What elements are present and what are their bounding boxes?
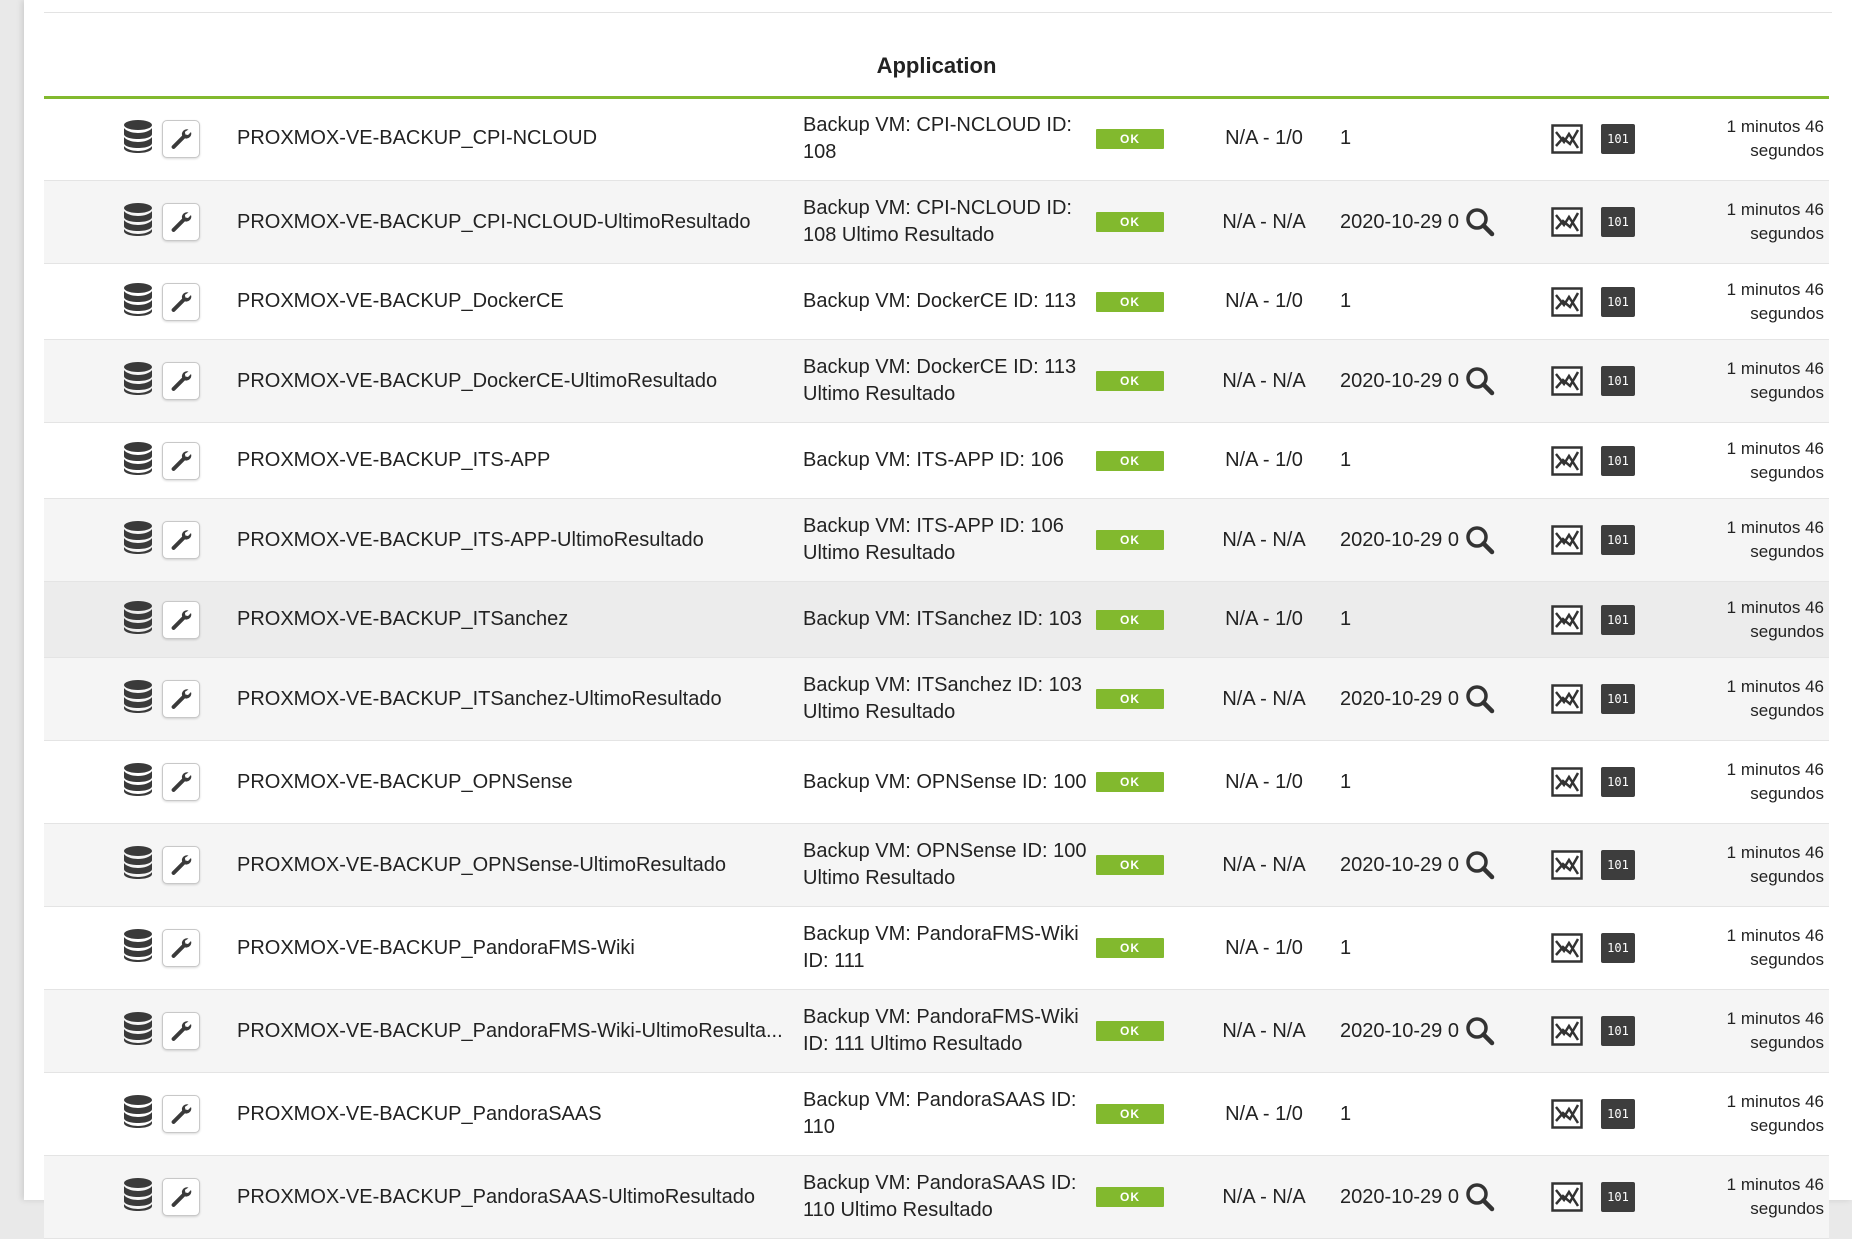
search-icon[interactable] — [1465, 1182, 1495, 1212]
thresholds: N/A - 1/0 — [1225, 608, 1303, 630]
data-value: 2020-10-29 0 — [1340, 1019, 1459, 1042]
row-icons — [122, 582, 212, 657]
last-contact — [1684, 181, 1824, 263]
wrench-icon[interactable] — [162, 362, 200, 400]
last-contact — [1684, 824, 1824, 906]
database-icon — [122, 679, 154, 719]
table-row — [44, 907, 1829, 990]
row-icons — [122, 97, 212, 180]
last-contact — [1684, 658, 1824, 740]
raw-data-icon[interactable]: 101 — [1601, 366, 1635, 396]
wrench-icon[interactable] — [162, 601, 200, 639]
module-description: Backup VM: ITS-APP ID: 106 Ultimo Resultado — [803, 515, 1064, 564]
last-contact — [1684, 990, 1824, 1072]
database-icon — [122, 928, 154, 968]
status-badge: OK — [1096, 530, 1164, 550]
status-cell — [1095, 423, 1165, 498]
module-name[interactable]: PROXMOX-VE-BACKUP_DockerCE — [237, 290, 564, 312]
last-contact-text: 1 minutos 46 segundos — [1726, 926, 1824, 969]
database-icon — [122, 520, 154, 560]
thresholds: N/A - 1/0 — [1225, 290, 1303, 312]
table-row — [44, 181, 1829, 264]
module-description: Backup VM: CPI-NCLOUD ID: 108 — [803, 113, 1072, 163]
wrench-icon[interactable] — [162, 929, 200, 967]
row-actions — [1551, 1073, 1651, 1155]
row-actions — [1551, 340, 1651, 422]
module-name[interactable]: PROXMOX-VE-BACKUP_PandoraFMS-Wiki-UltimoResulta... — [237, 1019, 783, 1042]
graph-icon[interactable] — [1551, 850, 1583, 880]
table-row — [44, 1156, 1829, 1239]
raw-data-icon[interactable]: 101 — [1601, 850, 1635, 880]
thresholds: N/A - N/A — [1222, 210, 1306, 233]
module-description: Backup VM: OPNSense ID: 100 Ultimo Resultado — [803, 840, 1087, 889]
module-description: Backup VM: DockerCE ID: 113 — [803, 290, 1077, 312]
row-icons — [122, 907, 212, 989]
last-contact — [1684, 340, 1824, 422]
database-icon — [122, 441, 154, 481]
database-icon — [122, 762, 154, 802]
data-cell — [1340, 824, 1520, 906]
graph-icon[interactable] — [1551, 1099, 1583, 1129]
thresholds: N/A - N/A — [1222, 528, 1306, 551]
table-row — [44, 97, 1829, 181]
graph-icon[interactable] — [1551, 525, 1583, 555]
last-contact-text: 1 minutos 46 segundos — [1726, 760, 1824, 803]
row-icons — [122, 1156, 212, 1238]
data-value: 2020-10-29 0 — [1340, 528, 1459, 551]
thresholds: N/A - 1/0 — [1225, 127, 1303, 149]
data-cell — [1340, 658, 1520, 740]
graph-icon[interactable] — [1551, 605, 1583, 635]
module-description: Backup VM: ITSanchez ID: 103 — [803, 608, 1083, 630]
table-row — [44, 582, 1829, 658]
data-value: 1 — [1340, 127, 1352, 149]
row-actions — [1551, 1156, 1651, 1238]
status-badge: OK — [1096, 938, 1164, 958]
status-badge: OK — [1096, 212, 1164, 232]
data-cell — [1340, 582, 1520, 657]
status-cell — [1095, 1073, 1165, 1155]
status-cell — [1095, 1156, 1165, 1238]
data-cell — [1340, 1156, 1520, 1238]
table-row — [44, 741, 1829, 824]
search-icon[interactable] — [1465, 366, 1495, 396]
status-badge: OK — [1096, 610, 1164, 630]
status-badge: OK — [1096, 371, 1164, 391]
data-value: 2020-10-29 0 — [1340, 369, 1459, 392]
wrench-icon[interactable] — [162, 1178, 200, 1216]
data-value: 2020-10-29 0 — [1340, 687, 1459, 710]
search-icon[interactable] — [1465, 684, 1495, 714]
data-value: 1 — [1340, 1102, 1352, 1125]
table-row — [44, 340, 1829, 423]
last-contact-text: 1 minutos 46 segundos — [1726, 518, 1824, 561]
row-icons — [122, 741, 212, 823]
status-badge: OK — [1096, 772, 1164, 792]
wrench-icon[interactable] — [162, 120, 200, 158]
last-contact-text: 1 minutos 46 segundos — [1726, 1092, 1824, 1135]
status-cell — [1095, 658, 1165, 740]
data-value: 1 — [1340, 449, 1352, 471]
graph-icon[interactable] — [1551, 684, 1583, 714]
raw-data-icon[interactable]: 101 — [1601, 1099, 1635, 1129]
raw-data-icon[interactable]: 101 — [1601, 446, 1635, 476]
search-icon[interactable] — [1465, 525, 1495, 555]
last-contact — [1684, 741, 1824, 823]
graph-icon[interactable] — [1551, 207, 1583, 237]
status-cell — [1095, 990, 1165, 1072]
status-cell — [1095, 824, 1165, 906]
thresholds: N/A - 1/0 — [1225, 1102, 1303, 1125]
database-icon — [122, 361, 154, 401]
graph-icon[interactable] — [1551, 1016, 1583, 1046]
raw-data-icon[interactable]: 101 — [1601, 207, 1635, 237]
graph-icon[interactable] — [1551, 767, 1583, 797]
raw-data-icon[interactable]: 101 — [1601, 287, 1635, 317]
row-icons — [122, 658, 212, 740]
data-cell — [1340, 741, 1520, 823]
wrench-icon[interactable] — [162, 283, 200, 321]
raw-data-icon[interactable]: 101 — [1601, 525, 1635, 555]
graph-icon[interactable] — [1551, 446, 1583, 476]
wrench-icon[interactable] — [162, 521, 200, 559]
raw-data-icon[interactable]: 101 — [1601, 684, 1635, 714]
module-table — [44, 97, 1829, 1239]
status-cell — [1095, 264, 1165, 339]
wrench-icon[interactable] — [162, 846, 200, 884]
module-description: Backup VM: OPNSense ID: 100 — [803, 770, 1087, 793]
thresholds: N/A - N/A — [1222, 1019, 1306, 1042]
table-row — [44, 990, 1829, 1073]
last-contact-text: 1 minutos 46 segundos — [1726, 279, 1824, 323]
status-badge: OK — [1096, 129, 1164, 149]
raw-data-icon[interactable]: 101 — [1601, 933, 1635, 963]
database-icon — [122, 1094, 154, 1134]
last-contact-text: 1 minutos 46 segundos — [1726, 1009, 1824, 1052]
row-icons — [122, 499, 212, 581]
row-icons — [122, 990, 212, 1072]
status-badge: OK — [1096, 1187, 1164, 1207]
data-cell — [1340, 97, 1520, 180]
search-icon[interactable] — [1465, 207, 1495, 237]
thresholds: N/A - N/A — [1222, 1185, 1306, 1208]
row-icons — [122, 1073, 212, 1155]
data-value: 1 — [1340, 936, 1352, 959]
data-value: 2020-10-29 0 — [1340, 210, 1459, 233]
module-description: Backup VM: CPI-NCLOUD ID: 108 Ultimo Resultado — [803, 197, 1072, 246]
row-actions — [1551, 990, 1651, 1072]
module-name[interactable]: PROXMOX-VE-BACKUP_ITSanchez — [237, 608, 569, 630]
row-icons — [122, 824, 212, 906]
last-contact-text: 1 minutos 46 segundos — [1726, 597, 1824, 641]
data-cell — [1340, 181, 1520, 263]
row-actions — [1551, 582, 1651, 657]
graph-icon[interactable] — [1551, 933, 1583, 963]
status-cell — [1095, 582, 1165, 657]
table-row — [44, 423, 1829, 499]
wrench-icon[interactable] — [162, 763, 200, 801]
database-icon — [122, 202, 154, 242]
graph-icon[interactable] — [1551, 1182, 1583, 1212]
data-cell — [1340, 264, 1520, 339]
last-contact-text: 1 minutos 46 segundos — [1726, 843, 1824, 886]
database-icon — [122, 1177, 154, 1217]
database-icon — [122, 600, 154, 640]
row-actions — [1551, 658, 1651, 740]
module-name[interactable]: PROXMOX-VE-BACKUP_PandoraSAAS-UltimoResultado — [237, 1185, 755, 1208]
status-badge: OK — [1096, 855, 1164, 875]
data-cell — [1340, 990, 1520, 1072]
last-contact — [1684, 264, 1824, 339]
module-name[interactable]: PROXMOX-VE-BACKUP_CPI-NCLOUD-UltimoResultado — [237, 210, 751, 233]
status-cell — [1095, 97, 1165, 180]
row-icons — [122, 340, 212, 422]
row-icons — [122, 264, 212, 339]
module-name[interactable]: PROXMOX-VE-BACKUP_ITSanchez-UltimoResultado — [237, 687, 722, 710]
module-name[interactable]: PROXMOX-VE-BACKUP_PandoraSAAS — [237, 1102, 602, 1125]
last-contact — [1684, 499, 1824, 581]
data-cell — [1340, 340, 1520, 422]
status-badge: OK — [1096, 1021, 1164, 1041]
data-cell — [1340, 907, 1520, 989]
database-icon — [122, 282, 154, 322]
last-contact-text: 1 minutos 46 segundos — [1726, 359, 1824, 402]
thresholds: N/A - N/A — [1222, 687, 1306, 710]
module-name[interactable]: PROXMOX-VE-BACKUP_OPNSense — [237, 770, 573, 793]
graph-icon[interactable] — [1551, 287, 1583, 317]
last-contact — [1684, 423, 1824, 498]
last-contact — [1684, 97, 1824, 180]
row-actions — [1551, 264, 1651, 339]
row-actions — [1551, 907, 1651, 989]
graph-icon[interactable] — [1551, 366, 1583, 396]
row-actions — [1551, 423, 1651, 498]
row-actions — [1551, 181, 1651, 263]
wrench-icon[interactable] — [162, 680, 200, 718]
raw-data-icon[interactable]: 101 — [1601, 1016, 1635, 1046]
status-badge: OK — [1096, 1104, 1164, 1124]
table-row — [44, 499, 1829, 582]
row-actions — [1551, 824, 1651, 906]
row-icons — [122, 181, 212, 263]
table-row — [44, 658, 1829, 741]
row-icons — [122, 423, 212, 498]
raw-data-icon[interactable]: 101 — [1601, 124, 1635, 154]
graph-icon[interactable] — [1551, 124, 1583, 154]
data-value: 2020-10-29 0 — [1340, 1185, 1459, 1208]
last-contact-text: 1 minutos 46 segundos — [1726, 200, 1824, 243]
database-icon — [122, 1011, 154, 1051]
last-contact-text: 1 minutos 46 segundos — [1726, 1175, 1824, 1218]
status-badge: OK — [1096, 451, 1164, 471]
raw-data-icon[interactable]: 101 — [1601, 767, 1635, 797]
thresholds: N/A - N/A — [1222, 369, 1306, 392]
module-description: Backup VM: PandoraFMS-Wiki ID: 111 — [803, 923, 1079, 972]
wrench-icon[interactable] — [162, 442, 200, 480]
last-contact — [1684, 907, 1824, 989]
module-name[interactable]: PROXMOX-VE-BACKUP_ITS-APP — [237, 449, 551, 471]
row-actions — [1551, 499, 1651, 581]
data-value: 1 — [1340, 770, 1352, 793]
database-icon — [122, 119, 154, 159]
data-cell — [1340, 499, 1520, 581]
row-actions — [1551, 97, 1651, 180]
status-badge: OK — [1096, 292, 1164, 312]
module-name[interactable]: PROXMOX-VE-BACKUP_OPNSense-UltimoResultado — [237, 853, 727, 876]
wrench-icon[interactable] — [162, 1095, 200, 1133]
module-description: Backup VM: PandoraFMS-Wiki ID: 111 Ultimo Resultado — [803, 1006, 1079, 1055]
raw-data-icon[interactable]: 101 — [1601, 605, 1635, 635]
status-cell — [1095, 340, 1165, 422]
last-contact-text: 1 minutos 46 segundos — [1726, 677, 1824, 720]
database-icon — [122, 845, 154, 885]
top-divider — [44, 12, 1832, 13]
last-contact — [1684, 1073, 1824, 1155]
table-row — [44, 264, 1829, 340]
module-name[interactable]: PROXMOX-VE-BACKUP_ITS-APP-UltimoResultado — [237, 528, 704, 551]
table-row — [44, 824, 1829, 907]
thresholds: N/A - 1/0 — [1225, 770, 1303, 793]
module-description: Backup VM: PandoraSAAS ID: 110 — [803, 1089, 1077, 1138]
module-name[interactable]: PROXMOX-VE-BACKUP_DockerCE-UltimoResultado — [237, 369, 718, 392]
last-contact — [1684, 1156, 1824, 1238]
last-contact — [1684, 582, 1824, 657]
thresholds: N/A - N/A — [1222, 853, 1306, 876]
status-cell — [1095, 741, 1165, 823]
module-list-page — [24, 0, 1852, 1221]
search-icon[interactable] — [1465, 1016, 1495, 1046]
module-name[interactable]: PROXMOX-VE-BACKUP_CPI-NCLOUD — [237, 127, 598, 149]
status-cell — [1095, 499, 1165, 581]
search-icon[interactable] — [1465, 850, 1495, 880]
data-cell — [1340, 423, 1520, 498]
group-header: Application — [44, 36, 1829, 99]
thresholds: N/A - 1/0 — [1225, 936, 1303, 959]
status-cell — [1095, 907, 1165, 989]
status-cell — [1095, 181, 1165, 263]
module-name[interactable]: PROXMOX-VE-BACKUP_PandoraFMS-Wiki — [237, 936, 635, 959]
module-description: Backup VM: DockerCE ID: 113 Ultimo Resultado — [803, 356, 1077, 405]
table-row — [44, 1073, 1829, 1156]
last-contact-text: 1 minutos 46 segundos — [1726, 438, 1824, 482]
raw-data-icon[interactable]: 101 — [1601, 1182, 1635, 1212]
last-contact-text: 1 minutos 46 segundos — [1726, 116, 1824, 160]
data-cell — [1340, 1073, 1520, 1155]
module-description: Backup VM: ITSanchez ID: 103 Ultimo Resultado — [803, 674, 1083, 723]
module-description: Backup VM: PandoraSAAS ID: 110 Ultimo Resultado — [803, 1172, 1077, 1221]
status-badge: OK — [1096, 689, 1164, 709]
data-value: 2020-10-29 0 — [1340, 853, 1459, 876]
data-value: 1 — [1340, 608, 1352, 630]
thresholds: N/A - 1/0 — [1225, 449, 1303, 471]
wrench-icon[interactable] — [162, 203, 200, 241]
data-value: 1 — [1340, 290, 1352, 312]
row-actions — [1551, 741, 1651, 823]
wrench-icon[interactable] — [162, 1012, 200, 1050]
module-description: Backup VM: ITS-APP ID: 106 — [803, 449, 1064, 471]
